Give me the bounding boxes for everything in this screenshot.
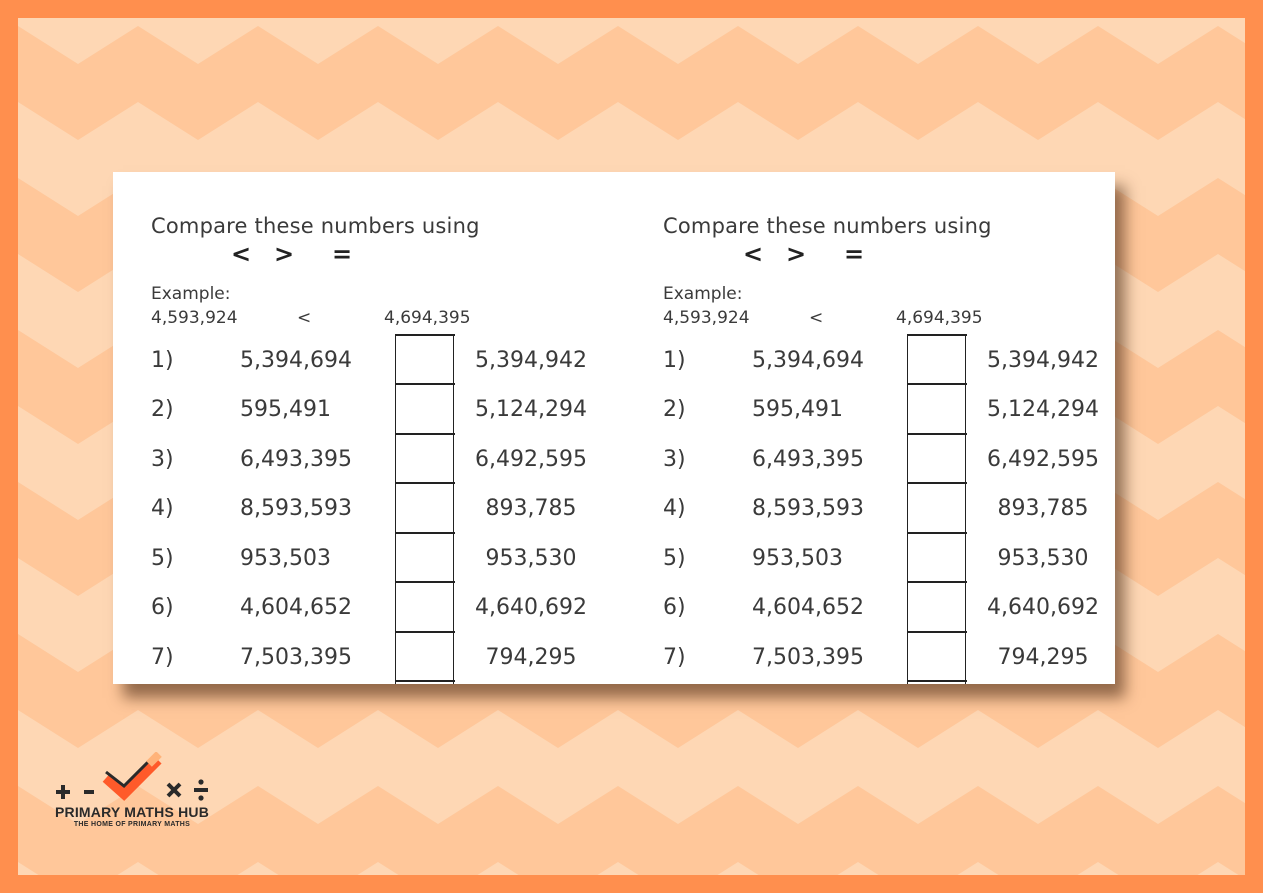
question-row	[113, 532, 625, 582]
right-number: 953,530	[997, 546, 1089, 571]
question-row	[113, 482, 625, 532]
left-number: 6,493,395	[240, 447, 352, 472]
question-row	[113, 383, 625, 433]
minus-icon	[84, 790, 94, 794]
question-number: 7)	[663, 645, 686, 670]
question-number: 3)	[663, 447, 686, 472]
left-number: 8,593,593	[752, 496, 864, 521]
question-number: 3)	[151, 447, 174, 472]
question-row	[625, 334, 1115, 384]
question-number: 2)	[663, 397, 686, 422]
right-number: 4,640,692	[475, 595, 587, 620]
question-number: 7)	[151, 645, 174, 670]
example-label: Example:	[663, 284, 743, 304]
question-number: 4)	[663, 496, 686, 521]
logo-brand-name: PRIMARY MATHS HUB	[54, 804, 210, 820]
example-sign: <	[809, 308, 824, 328]
right-number: 953,530	[485, 546, 577, 571]
question-row	[113, 581, 625, 631]
worksheet-image	[113, 172, 1115, 684]
primary-maths-hub-logo	[44, 752, 220, 832]
right-number: 5,394,942	[475, 348, 587, 373]
question-row	[113, 334, 625, 384]
left-number: 595,491	[752, 397, 843, 422]
question-number: 1)	[151, 348, 174, 373]
left-number: 595,491	[240, 397, 331, 422]
example-right-number: 4,694,395	[896, 308, 983, 328]
question-row	[625, 482, 1115, 532]
left-number: 7,503,395	[752, 645, 864, 670]
right-number: 5,124,294	[475, 397, 587, 422]
question-number: 6)	[663, 595, 686, 620]
right-number: 893,785	[485, 496, 577, 521]
divide-icon	[194, 779, 208, 800]
question-number: 4)	[151, 496, 174, 521]
left-number: 6,493,395	[752, 447, 864, 472]
question-number: 6)	[151, 595, 174, 620]
worksheet-right	[625, 172, 1115, 684]
plus-icon	[56, 785, 70, 799]
left-number: 5,394,694	[240, 348, 352, 373]
example-left-number: 4,593,924	[663, 308, 750, 328]
question-row	[625, 433, 1115, 483]
question-row	[625, 383, 1115, 433]
equals-symbol: =	[332, 240, 353, 268]
checkmark-icon	[106, 752, 162, 794]
left-number: 8,593,593	[240, 496, 352, 521]
question-number: 2)	[151, 397, 174, 422]
left-number: 953,503	[240, 546, 331, 571]
question-row	[625, 631, 1115, 681]
equals-symbol: =	[844, 240, 865, 268]
left-number: 7,503,395	[240, 645, 352, 670]
right-number: 794,295	[997, 645, 1089, 670]
less-than-symbol: <	[743, 240, 764, 268]
right-number: 4,640,692	[987, 595, 1099, 620]
logo-graphic	[44, 752, 220, 802]
example-sign: <	[297, 308, 312, 328]
logo-tagline: THE HOME OF PRIMARY MATHS	[73, 821, 191, 828]
greater-than-symbol: >	[786, 240, 807, 268]
example-label: Example:	[151, 284, 231, 304]
times-icon	[168, 784, 180, 796]
right-number: 6,492,595	[987, 447, 1099, 472]
worksheet-left	[113, 172, 625, 684]
question-row	[625, 532, 1115, 582]
example-left-number: 4,593,924	[151, 308, 238, 328]
question-row	[113, 631, 625, 681]
worksheet-heading: Compare these numbers using	[151, 214, 480, 238]
question-number: 1)	[663, 348, 686, 373]
question-number: 5)	[151, 546, 174, 571]
question-row	[113, 433, 625, 483]
question-number: 5)	[663, 546, 686, 571]
right-number: 5,394,942	[987, 348, 1099, 373]
right-number: 6,492,595	[475, 447, 587, 472]
right-number: 893,785	[997, 496, 1089, 521]
question-row	[625, 581, 1115, 631]
right-number: 5,124,294	[987, 397, 1099, 422]
left-number: 953,503	[752, 546, 843, 571]
right-number: 794,295	[485, 645, 577, 670]
example-right-number: 4,694,395	[384, 308, 471, 328]
left-number: 4,604,652	[752, 595, 864, 620]
left-number: 5,394,694	[752, 348, 864, 373]
less-than-symbol: <	[231, 240, 252, 268]
left-number: 4,604,652	[240, 595, 352, 620]
greater-than-symbol: >	[274, 240, 295, 268]
worksheet-heading: Compare these numbers using	[663, 214, 992, 238]
